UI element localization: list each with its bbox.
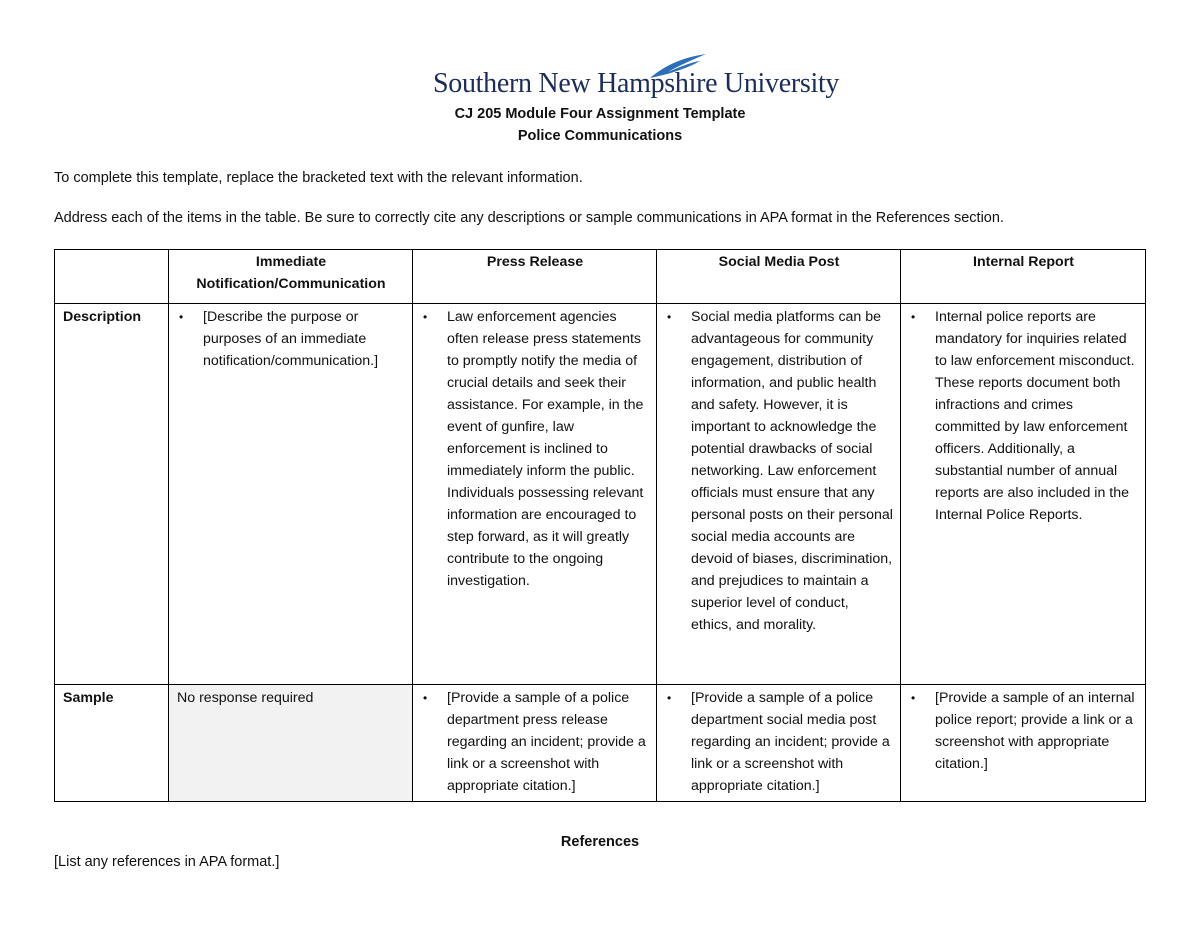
bullet-icon: • — [179, 310, 184, 324]
sample-press-text: [Provide a sample of a police department press release regarding an incident; provide a link or a screenshot with appropriate citation.] — [447, 690, 646, 794]
bullet-icon: • — [667, 691, 672, 705]
description-internal-cell[interactable] — [901, 304, 1146, 685]
header-social-media: Social Media Post — [657, 250, 901, 304]
description-press-text: Law enforcement agencies often release press statements to promptly notify the media of crucial details and seek their assistance. For example, in the event of gunfire, law enforcement is inclined to immediately inform the public. Individuals possessing relevant information are encouraged to step forward, as it will greatly contribute to the ongoing investigation. — [447, 309, 644, 589]
communications-table — [54, 249, 1146, 802]
bullet-icon: • — [911, 310, 916, 324]
description-social-text: Social media platforms can be advantageous for community engagement, distribution of information, and public health and safety. However, it is important to acknowledge the potential drawbacks of social networking. Law enforcement officials must ensure that any personal posts on their personal social media accounts are devoid of biases, discrimination, and prejudices to maintain a superior level of conduct, ethics, and morality. — [691, 309, 893, 633]
list-item — [665, 687, 893, 797]
sample-press-cell[interactable] — [413, 685, 657, 802]
table-header-row — [55, 250, 1146, 304]
description-press-cell[interactable] — [413, 304, 657, 685]
sample-social-text: [Provide a sample of a police department social media post regarding an incident; provide a link or a screenshot with appropriate citation.] — [691, 690, 890, 794]
row-label-sample[interactable]: Sample — [55, 685, 169, 802]
bullet-icon: • — [423, 691, 428, 705]
list-item — [909, 306, 1138, 526]
header-blank-cell — [55, 250, 169, 304]
header-immediate: Immediate Notification/Communication — [169, 250, 413, 304]
bullet-icon: • — [423, 310, 428, 324]
document-subtitle: Police Communications — [517, 128, 683, 144]
sample-internal-cell[interactable] — [901, 685, 1146, 802]
sample-immediate-cell: No response required — [169, 685, 413, 802]
description-immediate-cell[interactable] — [169, 304, 413, 685]
bullet-icon: • — [911, 691, 916, 705]
row-label-description[interactable]: Description — [55, 304, 169, 685]
table-row-description — [55, 304, 1146, 685]
description-internal-text: Internal police reports are mandatory for inquiries related to law enforcement misconduct. These reports document both infractions and crimes committed by law enforcement officers. Additionally, a substantial number of annual reports are also included in the Internal Police Reports. — [935, 309, 1135, 523]
sample-social-cell[interactable] — [657, 685, 901, 802]
header-internal-report: Internal Report — [901, 250, 1146, 304]
description-immediate-text: [Describe the purpose or purposes of an immediate notification/communication.] — [203, 309, 379, 369]
instruction-line-1: To complete this template, replace the bracketed text with the relevant information. — [54, 170, 583, 186]
description-social-cell[interactable] — [657, 304, 901, 685]
logo-wordmark: Southern New Hampshire University — [433, 68, 840, 99]
list-item — [177, 306, 405, 372]
references-heading: References — [560, 834, 640, 850]
bullet-icon: • — [667, 310, 672, 324]
references-placeholder[interactable]: [List any references in APA format.] — [54, 854, 280, 870]
university-logo — [433, 52, 840, 104]
list-item — [421, 306, 649, 592]
instruction-line-2: Address each of the items in the table. Be sure to correctly cite any descriptions or sample communications in APA format in the References section. — [54, 210, 1004, 226]
sample-internal-text: [Provide a sample of an internal police report; provide a link or a screenshot with appropriate citation.] — [935, 690, 1135, 772]
list-item — [665, 306, 893, 636]
document-title: CJ 205 Module Four Assignment Template — [454, 106, 746, 122]
list-item — [909, 687, 1138, 775]
table-row-sample — [55, 685, 1146, 802]
list-item — [421, 687, 649, 797]
header-press-release: Press Release — [413, 250, 657, 304]
feather-icon — [648, 52, 708, 80]
